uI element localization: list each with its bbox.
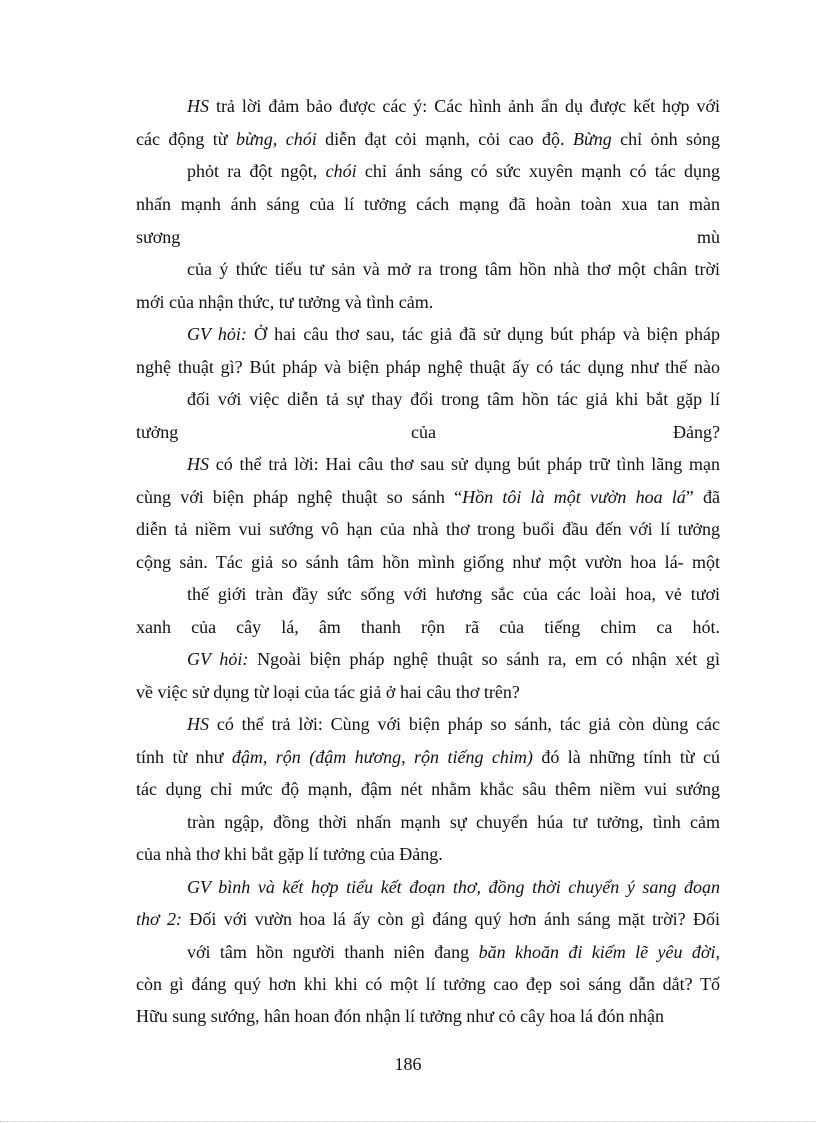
text-run: Ngoài biện pháp nghệ thuật so sánh ra, em có nhận xét gì: [248, 649, 720, 669]
speaker-tag: HS: [187, 454, 209, 474]
paragraph-line: [136, 777, 720, 801]
paragraph-line: [136, 127, 720, 151]
paragraph-line: [187, 94, 720, 118]
paragraph-line: [136, 225, 720, 249]
paragraph-line: [187, 940, 720, 964]
text-run-italic: Hồn tôi là một vườn hoa lá: [462, 487, 686, 507]
text-run-italic: chói: [325, 161, 357, 181]
text-run: ,: [262, 747, 276, 767]
paragraph-line: [136, 485, 720, 509]
paragraph-line: [136, 972, 720, 996]
text-run: ,: [715, 942, 720, 962]
text-run: còn gì đáng quý hơn khi khi có một lí tưởng cao đẹp soi sáng dẫn dắt? Tố: [136, 974, 720, 994]
paragraph-line: [136, 517, 720, 541]
text-run-italic: bừng, chói: [235, 129, 317, 149]
paragraph-line: [187, 875, 720, 899]
text-run: với tâm hồn người thanh niên đang: [187, 942, 479, 962]
text-run-italic: thơ 2:: [136, 909, 182, 929]
text-run-italic: Bừng: [572, 129, 612, 149]
text-run: trả lời đảm bảo được các ý: Các hình ảnh ẩn dụ được kết hợp với: [209, 96, 720, 116]
text-run: của: [411, 422, 436, 442]
text-run: mới của nhận thức, tư tưởng và tình cảm.: [136, 292, 434, 312]
text-run: của nhà thơ khi bắt gặp lí tưởng của Đảng.: [136, 844, 443, 864]
text-run: tính từ như: [136, 747, 232, 767]
paragraph-line: [136, 290, 720, 314]
text-run: ” đã: [685, 487, 720, 507]
paragraph-line: [136, 842, 720, 866]
text-run: nhấn mạnh ánh sáng của lí tưởng cách mạng đã hoàn toàn xua tan màn: [136, 194, 720, 214]
paragraph-line: [187, 322, 720, 346]
paragraph-line: [136, 680, 720, 704]
speaker-tag: HS: [187, 96, 209, 116]
text-run: Đối với vườn hoa lá ấy còn gì đáng quý hơn ánh sáng mặt trời? Đối: [182, 909, 720, 929]
paragraph-line: [187, 582, 720, 606]
paragraph-line: [136, 355, 720, 379]
text-run-italic: rộn (đậm hương, rộn tiếng chim): [275, 747, 533, 767]
text-run-italic: GV bình và kết hợp tiểu kết đoạn thơ, đồng thời chuyển ý sang đoạn: [187, 877, 720, 897]
text-run: đối với việc diễn tả sự thay đổi trong tâm hồn tác giả khi bắt gặp lí: [187, 389, 720, 409]
paragraph-line: [187, 387, 720, 411]
speaker-tag: HS: [187, 714, 209, 734]
speaker-tag: GV hỏi:: [187, 649, 249, 669]
paragraph-line: [187, 810, 720, 834]
paragraph-line: [136, 615, 720, 639]
text-run: các động từ: [136, 129, 236, 149]
paragraph-line: [136, 420, 720, 444]
page-number: 186: [394, 1054, 422, 1074]
text-run: xanh của cây lá, âm thanh rộn rã của tiếng chim ca hót.: [136, 617, 720, 637]
text-run: tưởng: [136, 422, 179, 442]
paragraph-line: [136, 192, 720, 216]
text-run: diễn tả niềm vui sướng vô hạn của nhà thơ trong buổi đầu đến với lí tưởng: [136, 519, 720, 539]
text-run: của ý thức tiểu tư sản và mở ra trong tâm hồn nhà thơ một chân trời: [187, 259, 720, 279]
text-run: nghệ thuật gì? Bút pháp và biện pháp nghệ thuật ấy có tác dụng như thế nào: [136, 357, 720, 377]
paragraph-line: [136, 745, 720, 769]
paragraph-line: [136, 550, 720, 574]
text-run: chỉ ỏnh sỏng: [611, 129, 720, 149]
paragraph-line: [187, 159, 720, 183]
paragraph-line: [187, 647, 720, 671]
speaker-tag: GV hỏi:: [187, 324, 247, 344]
text-run: tràn ngập, đồng thời nhấn mạnh sự chuyển húa tư tưởng, tình cảm: [187, 812, 720, 832]
paragraph-line: [187, 257, 720, 281]
text-run: có thể trả lời: Hai câu thơ sau sử dụng bút pháp trữ tình lãng mạn: [209, 454, 720, 474]
text-run: cộng sản. Tác giả so sánh tâm hồn mình giống như một vườn hoa lá- một: [136, 552, 720, 572]
text-run: cùng với biện pháp nghệ thuật so sánh “: [136, 487, 463, 507]
paragraph-line: [136, 907, 720, 931]
text-run: thế giới tràn đầy sức sống với hương sắc của các loài hoa, vẻ tươi: [187, 584, 720, 604]
text-run: phỏt ra đột ngột,: [187, 161, 326, 181]
paragraph-line: [136, 1004, 720, 1028]
paragraph-line: [187, 712, 720, 736]
text-run: Ở hai câu thơ sau, tác giả đã sử dụng bút pháp và biện pháp: [246, 324, 720, 344]
text-run: đó là những tính từ cú: [532, 747, 720, 767]
text-run: có thể trả lời: Cùng với biện pháp so sánh, tác giả còn dùng các: [209, 714, 720, 734]
text-run: sương: [136, 227, 181, 247]
text-run: diễn đạt cỏi mạnh, cỏi cao độ.: [316, 129, 573, 149]
paragraph-line: [187, 452, 720, 476]
text-run: chỉ ánh sáng có sức xuyên mạnh có tác dụng: [356, 161, 720, 181]
text-run-italic: băn khoăn đi kiếm lẽ yêu đời: [478, 942, 716, 962]
text-run: tác dụng chỉ mức độ mạnh, đậm nét nhằm khắc sâu thêm niềm vui sướng: [136, 779, 720, 799]
text-run: Hữu sung sướng, hân hoan đón nhận lí tưởng như cỏ cây hoa lá đón nhận: [136, 1006, 664, 1026]
text-run-italic: đậm: [231, 747, 263, 767]
text-run: Đảng?: [673, 422, 720, 442]
text-run: về việc sử dụng từ loại của tác giả ở hai câu thơ trên?: [136, 682, 520, 702]
text-run: mù: [696, 227, 720, 247]
